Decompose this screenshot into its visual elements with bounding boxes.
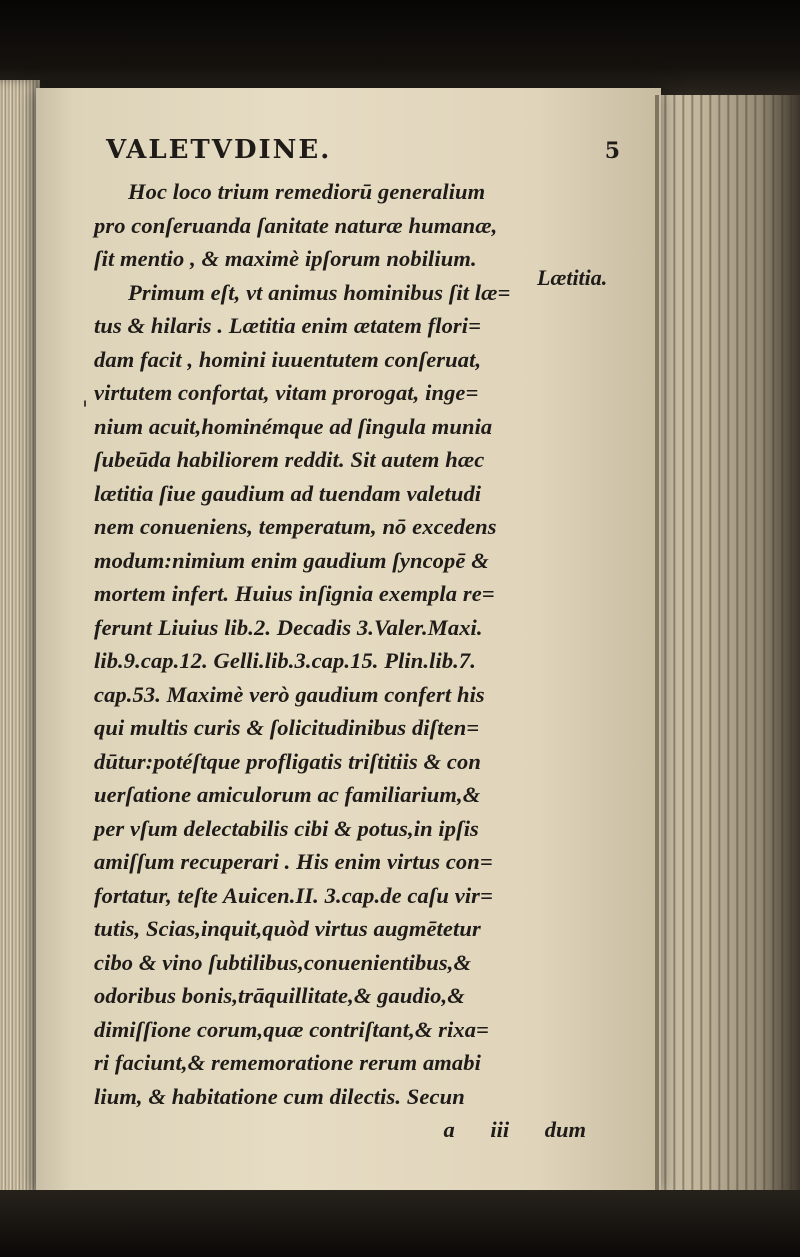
text-line: tutis, Scias,inquit,quòd virtus augmētetur [94,916,481,941]
page-header [94,135,634,175]
page-fold [655,95,659,1195]
text-line: Hoc loco trium remediorū generalium [128,179,486,204]
text-line: lium, & habitatione cum dilectis. Secun [94,1083,465,1109]
text-line: nem conueniens, temperatum, nō excedens [94,514,497,539]
bottom-background [0,1190,800,1257]
text-line: dūtur:potéſtque profligatis triſtitiis & con [94,748,481,774]
text-line: modum:nimium enim gaudium ſyncopē & [94,547,489,573]
text-line: dam facit , homini iuuentutem conſeruat, [94,346,482,372]
text-line: mortem infert. Huius inſignia exempla re= [94,581,495,606]
top-background [0,0,800,95]
running-head: VALETVDINE. [106,135,332,165]
text-line: amiſſum recuperari . His enim virtus con= [94,849,493,874]
text-line: lætitia ſiue gaudium ad tuendam valetudi [94,480,482,506]
text-line: ſubeūda habiliorem reddit. Sit autem hæc [94,447,485,472]
text-line: tus & hilaris . Lætitia enim ætatem flori= [94,313,482,338]
page-number: 5 [604,138,620,164]
signature-mark: a iii [443,1117,510,1142]
text-line: pro conſeruanda ſanitate naturæ humanæ, [94,212,498,238]
text-line: lib.9.cap.12. Gelli.lib.3.cap.15. Plin.lib.7. [94,648,476,673]
text-line: ri faciunt,& rememoratione rerum amabi [94,1050,481,1075]
text-line: dimiſſione corum,quæ contriſtant,& rixa= [94,1016,489,1042]
printed-mark: ' [82,398,89,423]
text-line: nium acuit,hominémque ad ſingula munia [94,413,493,439]
text-line: fortatur, teſte Auicen.II. 3.cap.de caſu vir= [94,882,493,908]
right-page-edges [640,95,800,1195]
text-line: qui multis curis & ſolicitudinibus diſten= [94,715,480,740]
text-line: virtutem confortat, vitam prorogat, inge= [94,380,479,405]
text-line: per vſum delectabilis cibi & potus,in ipſis [94,815,479,841]
margin-note: Lætitia. [537,265,608,290]
text-line: ferunt Liuius lib.2. Decadis 3.Valer.Maxi. [94,614,483,640]
text-line: cibo & vino ſubtilibus,conuenientibus,& [94,949,472,975]
text-line: uerſatione amiculorum ac familiarium,& [94,782,481,807]
text-line: odoribus bonis,trāquillitate,& gaudio,& [94,983,465,1008]
text-line: ſit mentio , & maximè ipſorum nobilium. [94,246,477,271]
body-text [94,175,634,1113]
text-line: cap.53. Maximè verò gaudium confert his [94,681,485,707]
catchword: dum [544,1117,586,1142]
catchwords [94,1113,634,1146]
text-line: Primum eſt, vt animus hominibus ſit læ= [128,279,511,305]
left-page-edges [0,80,40,1200]
